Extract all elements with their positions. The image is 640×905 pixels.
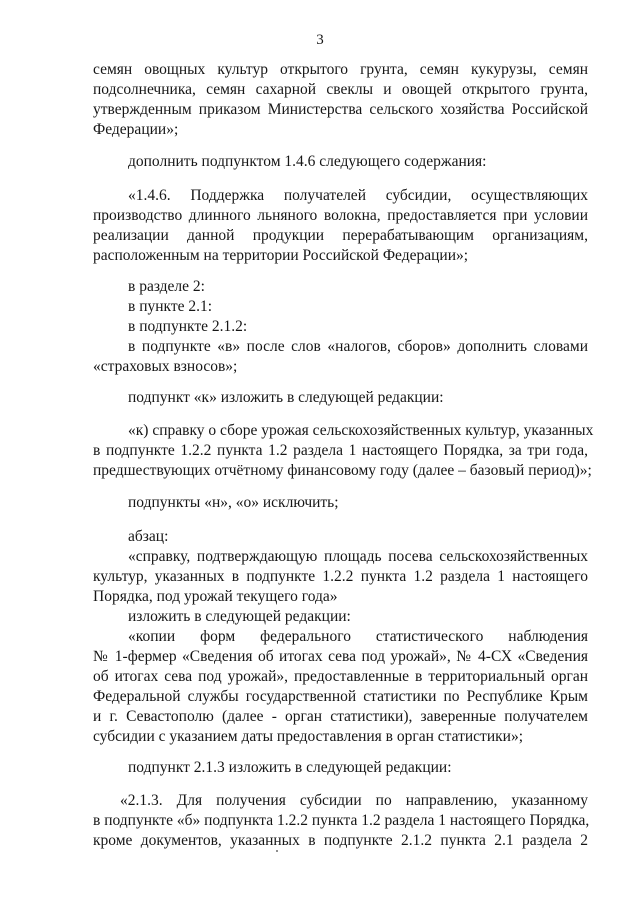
text-line: Федеральной службы государственной статистики по Республике Крым — [93, 688, 588, 705]
text-line: «справку, подтверждающую площадь посева сельскохозяйственных — [128, 548, 588, 565]
text-line: в подпункте «в» после слов «налогов, сборов» дополнить словами — [128, 338, 588, 355]
text-line: «2.1.3. Для получения субсидии по направлению, указанному — [120, 792, 588, 809]
text-line: субсидии с указанием даты предоставления в орган статистики»; — [93, 728, 524, 745]
text-line: в подпункте «б» подпункта 1.2.2 пункта 1.2 раздела 1 настоящего Порядка, — [93, 812, 590, 829]
text-line: расположенным на территории Российской Федерации»; — [93, 247, 469, 264]
text-line: «копии форм федерального статистического наблюдения — [128, 628, 588, 645]
text-line: в разделе 2: — [128, 278, 205, 295]
text-line: и г. Севастополю (далее - орган статистики), заверенные получателем — [93, 708, 588, 725]
text-line: изложить в следующей редакции: — [128, 608, 351, 625]
text-line: «1.4.6. Поддержка получателей субсидии, осуществляющих — [128, 187, 588, 204]
text-line: дополнить подпунктом 1.4.6 следующего содержания: — [128, 153, 487, 170]
text-line: в подпункте 2.1.2: — [128, 318, 248, 335]
text-line: подпункты «н», «о» исключить; — [128, 494, 339, 511]
text-line: подсолнечника, семян сахарной свеклы и овощей открытого грунта, — [93, 81, 588, 98]
text-line: кроме документов, указанных в подпункте 2.1.2 пункта 2.1 раздела 2 — [93, 832, 588, 849]
scan-speck — [276, 850, 278, 852]
text-line: Порядка, под урожай текущего года» — [93, 588, 338, 605]
text-line: культур, указанных в подпункте 1.2.2 пункта 1.2 раздела 1 настоящего — [93, 568, 588, 585]
text-line: Федерации»; — [93, 121, 179, 138]
text-line: об итогах сева под урожай», предоставленные в территориальный орган — [93, 668, 588, 685]
text-line: в подпункте 1.2.2 пункта 1.2 раздела 1 настоящего Порядка, за три года, — [93, 442, 588, 459]
text-line: «к) справку о сборе урожая сельскохозяйственных культур, указанных — [128, 422, 594, 439]
page-number: 3 — [316, 32, 324, 48]
text-line: утвержденным приказом Министерства сельского хозяйства Российской — [93, 101, 588, 118]
text-line: подпункт 2.1.3 изложить в следующей редакции: — [128, 759, 452, 776]
text-line: предшествующих отчётному финансовому году (далее – базовый период)»; — [93, 462, 592, 479]
text-line: производство длинного льняного волокна, предоставляется при условии — [93, 207, 588, 224]
text-line: № 1-фермер «Сведения об итогах сева под урожай», № 4-СХ «Сведения — [93, 648, 588, 665]
text-line: реализации данной продукции перерабатывающим организациям, — [93, 227, 588, 244]
text-line: в пункте 2.1: — [128, 298, 213, 315]
text-line: «страховых взносов»; — [93, 358, 238, 375]
text-line: абзац: — [128, 528, 169, 545]
text-line: подпункт «к» изложить в следующей редакции: — [128, 389, 444, 406]
text-line: семян овощных культур открытого грунта, семян кукурузы, семян — [93, 61, 588, 78]
